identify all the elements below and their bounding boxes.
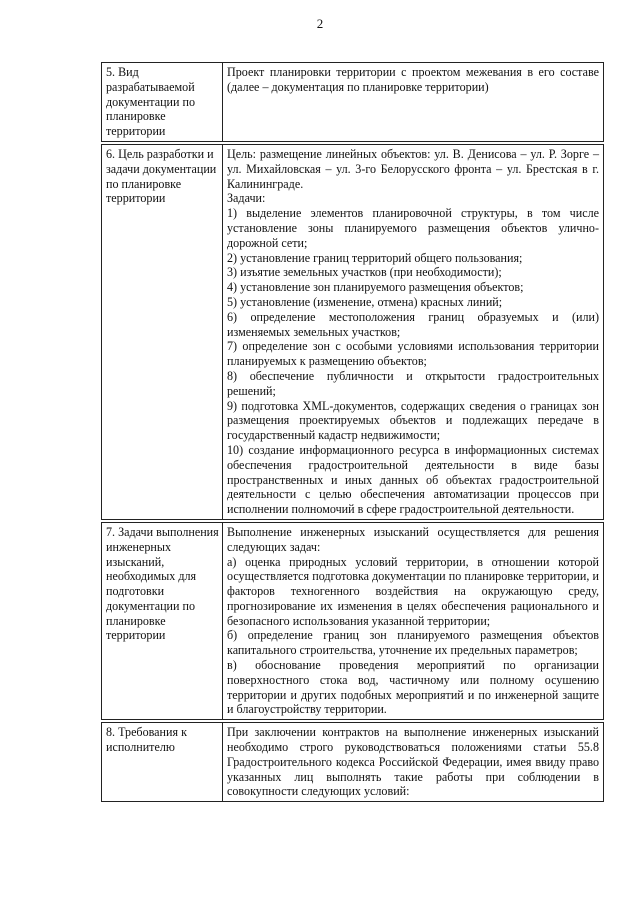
row-paragraph: 1) выделение элементов планировочной структуры, в том числе установление зоны планируемого размещения объектов улично-дорожной сети; bbox=[227, 206, 599, 250]
row-paragraph: Проект планировки территории с проектом межевания в его составе (далее – документация по планировке территории) bbox=[227, 65, 599, 94]
row-paragraph: а) оценка природных условий территории, в отношении которой осуществляется подготовка документации по планировке территории, и факторов техногенного воздействия на окружающую среду, прогнозирование их изменения в целях обеспечения рационального и безопасного использования указанной территории; bbox=[227, 554, 599, 628]
row-paragraph: 6) определение местоположения границ образуемых и (или) изменяемых земельных участков; bbox=[227, 309, 599, 339]
row-content bbox=[223, 522, 604, 719]
row-paragraph: 7) определение зон с особыми условиями использования территории планируемых к размещению объектов; bbox=[227, 339, 599, 369]
row-paragraph: 8) обеспечение публичности и открытости градостроительных решений; bbox=[227, 368, 599, 398]
row-paragraph: Цель: размещение линейных объектов: ул. В. Денисова – ул. Р. Зорге – ул. Михайловская – ул. 3-го Белорусского фронта – ул. Брестская в г. Калининграде. bbox=[227, 146, 599, 191]
row-paragraph: 10) создание информационного ресурса в информационных системах обеспечения градостроительной деятельности в виде базы пространственных и иных данных об объектах градостроительной деятельности с целью обеспечения автоматизации процессов при исполнении полномочий в сфере градостроительной деятельности. bbox=[227, 442, 599, 517]
row-paragraph: Выполнение инженерных изысканий осуществляется для решения следующих задач: bbox=[227, 524, 599, 554]
table-row bbox=[102, 63, 604, 142]
row-label: 7. Задачи выполнения инженерных изысканий, необходимых для подготовки документации по планировке территории bbox=[102, 522, 223, 719]
table-row bbox=[102, 144, 604, 519]
row-paragraph: 4) установление зон планируемого размещения объектов; bbox=[227, 280, 524, 295]
row-label: 6. Цель разработки и задачи документации по планировке территории bbox=[102, 144, 223, 519]
page-number: 2 bbox=[316, 16, 324, 31]
row-content bbox=[223, 144, 604, 519]
row-label: 5. Вид разрабатываемой документации по планировке территории bbox=[102, 63, 223, 142]
row-paragraph: 5) установление (изменение, отмена) красных линий; bbox=[227, 294, 503, 309]
row-content bbox=[223, 723, 604, 802]
row-paragraph: б) определение границ зон планируемого размещения объектов капитального строительства, уточнение их предельных параметров; bbox=[227, 628, 599, 658]
row-paragraph: При заключении контрактов на выполнение инженерных изысканий необходимо строго руководствоваться положениями статьи 55.8 Градостроительного кодекса Российской Федерации, имея ввиду право указанных лиц выполнять такие работы при соблюдении в совокупности следующих условий: bbox=[227, 725, 599, 799]
row-paragraph: в) обоснование проведения мероприятий по организации поверхностного стока вод, частичному или полному осушению территории и других подобных мероприятий и по инженерной защите и благоустройству территории. bbox=[227, 658, 599, 717]
row-paragraph: Задачи: bbox=[227, 191, 266, 206]
table-row bbox=[102, 522, 604, 719]
row-paragraph: 2) установление границ территорий общего пользования; bbox=[227, 250, 523, 265]
table-row bbox=[102, 723, 604, 802]
row-paragraph: 3) изъятие земельных участков (при необходимости); bbox=[227, 265, 502, 280]
row-label: 8. Требования к исполнителю bbox=[102, 723, 223, 802]
row-paragraph: 9) подготовка XML-документов, содержащих сведения о границах зон размещения проектируемых объектов и подлежащих передаче в государственный кадастр недвижимости; bbox=[227, 398, 599, 443]
requirements-table bbox=[101, 62, 604, 802]
row-content bbox=[223, 63, 604, 142]
